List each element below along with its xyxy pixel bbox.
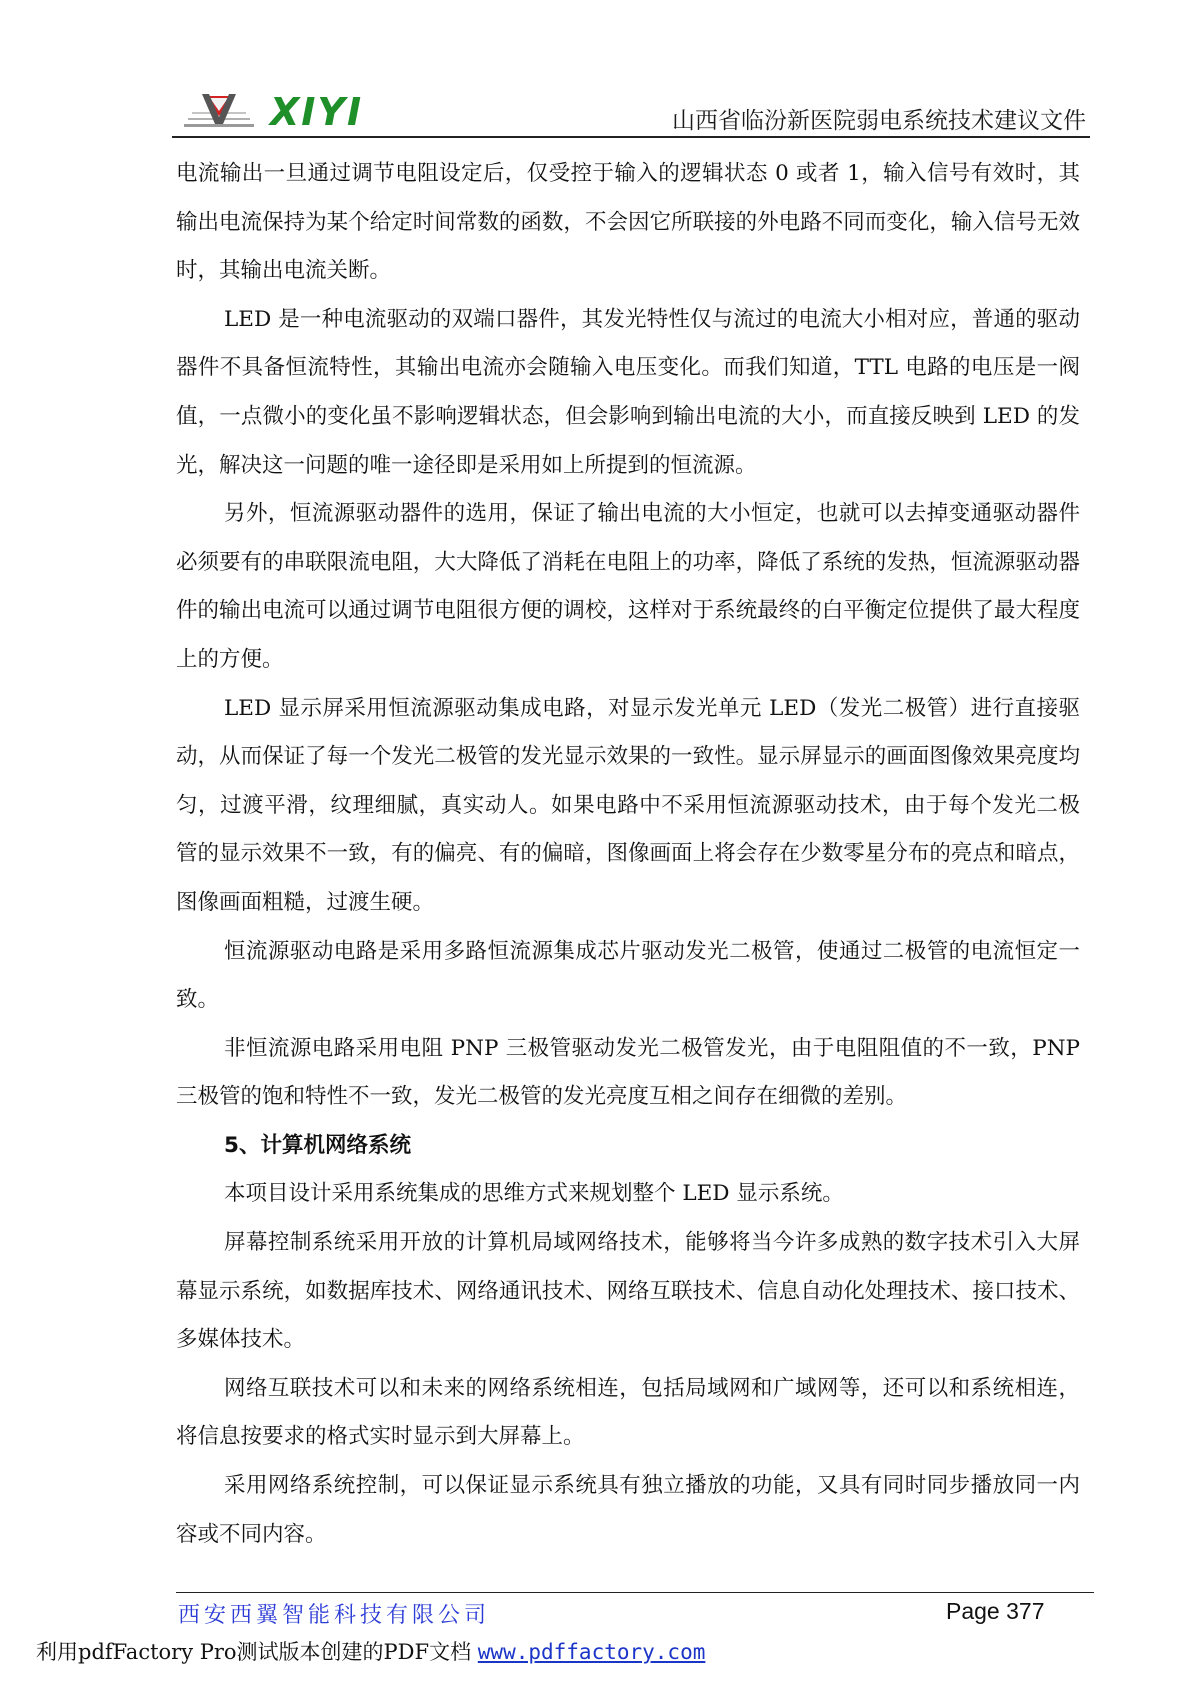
logo-text: XIYI — [270, 90, 364, 134]
page-header — [172, 88, 1090, 138]
logo-emblem-icon — [182, 94, 262, 134]
section-heading: 5、计算机网络系统 — [224, 1132, 411, 1158]
paragraph: 采用网络系统控制，可以保证显示系统具有独立播放的功能，又具有同时同步播放同一内容或不同内容。 — [176, 1473, 1080, 1547]
paragraph: 另外，恒流源驱动器件的选用，保证了输出电流的大小恒定，也就可以去掉变通驱动器件必须要有的串联限流电阻，大大降低了消耗在电阻上的功率，降低了系统的发热，恒流源驱动器件的输出电流可以通过调节电阻很方便的调校，这样对于系统最终的白平衡定位提供了最大程度上的方便。 — [176, 501, 1080, 672]
company-logo — [182, 92, 382, 132]
paragraph: 电流输出一旦通过调节电阻设定后，仅受控于输入的逻辑状态 0 或者 1，输入信号有效时，其输出电流保持为某个给定时间常数的函数，不会因它所联接的外电路不同而变化，输入信号无效时，其输出电流关断。 — [176, 161, 1080, 284]
header-divider — [172, 136, 1090, 138]
paragraph: LED 显示屏采用恒流源驱动集成电路，对显示发光单元 LED（发光二极管）进行直接驱动，从而保证了每一个发光二极管的发光显示效果的一致性。显示屏显示的画面图像效果亮度均匀，过渡平滑，纹理细腻，真实动人。如果电路中不采用恒流源驱动技术，由于每个发光二极 管的显示效果不一致，有的偏亮、有的偏暗，图像画面上将会存在少数零星分布的亮点和暗点，图像画面粗糙，过渡生硬。 — [176, 695, 1080, 915]
pdf-creator-note — [36, 1636, 705, 1666]
page-number: Page 377 — [946, 1598, 1045, 1624]
paragraph: LED 是一种电流驱动的双端口器件，其发光特性仅与流过的电流大小相对应，普通的驱动器件不具备恒流特性，其输出电流亦会随输入电压变化。而我们知道，TTL 电路的电压是一阀值，一点微小的变化虽不影响逻辑状态，但会影响到输出电流的大小，而直接反映到 LED 的发光，解决这一问题的唯一途径即是采用如上所提到的恒流源。 — [176, 306, 1080, 478]
company-name: 西安西翼智能科技有限公司 — [178, 1603, 491, 1628]
footer-divider — [176, 1592, 1094, 1593]
paragraph: 屏幕控制系统采用开放的计算机局域网络技术，能够将当今许多成熟的数字技术引入大屏幕显示系统，如数据库技术、网络通讯技术、网络互联技术、信息自动化处理技术、接口技术、多媒体技术。 — [176, 1230, 1080, 1353]
document-title: 山西省临汾新医院弱电系统技术建议文件 — [672, 108, 1086, 134]
paragraph: 网络互联技术可以和未来的网络系统相连，包括局域网和广域网等，还可以和系统相连，将信息按要求的格式实时显示到大屏幕上。 — [176, 1375, 1080, 1450]
paragraph: 恒流源驱动电路是采用多路恒流源集成芯片驱动发光二极管，使通过二极管的电流恒定一致。 — [176, 938, 1080, 1013]
document-body — [176, 150, 1080, 1559]
paragraph: 本项目设计采用系统集成的思维方式来规划整个 LED 显示系统。 — [224, 1181, 844, 1207]
paragraph: 非恒流源电路采用电阻 PNP 三极管驱动发光二极管发光，由于电阻阻值的不一致，PNP 三极管的饱和特性不一致，发光二极管的发光亮度互相之间存在细微的差别。 — [176, 1035, 1080, 1110]
pdffactory-link[interactable]: www.pdffactory.com — [477, 1640, 706, 1664]
pdf-note-text: 利用pdfFactory Pro测试版本创建的PDF文档 — [36, 1640, 472, 1664]
